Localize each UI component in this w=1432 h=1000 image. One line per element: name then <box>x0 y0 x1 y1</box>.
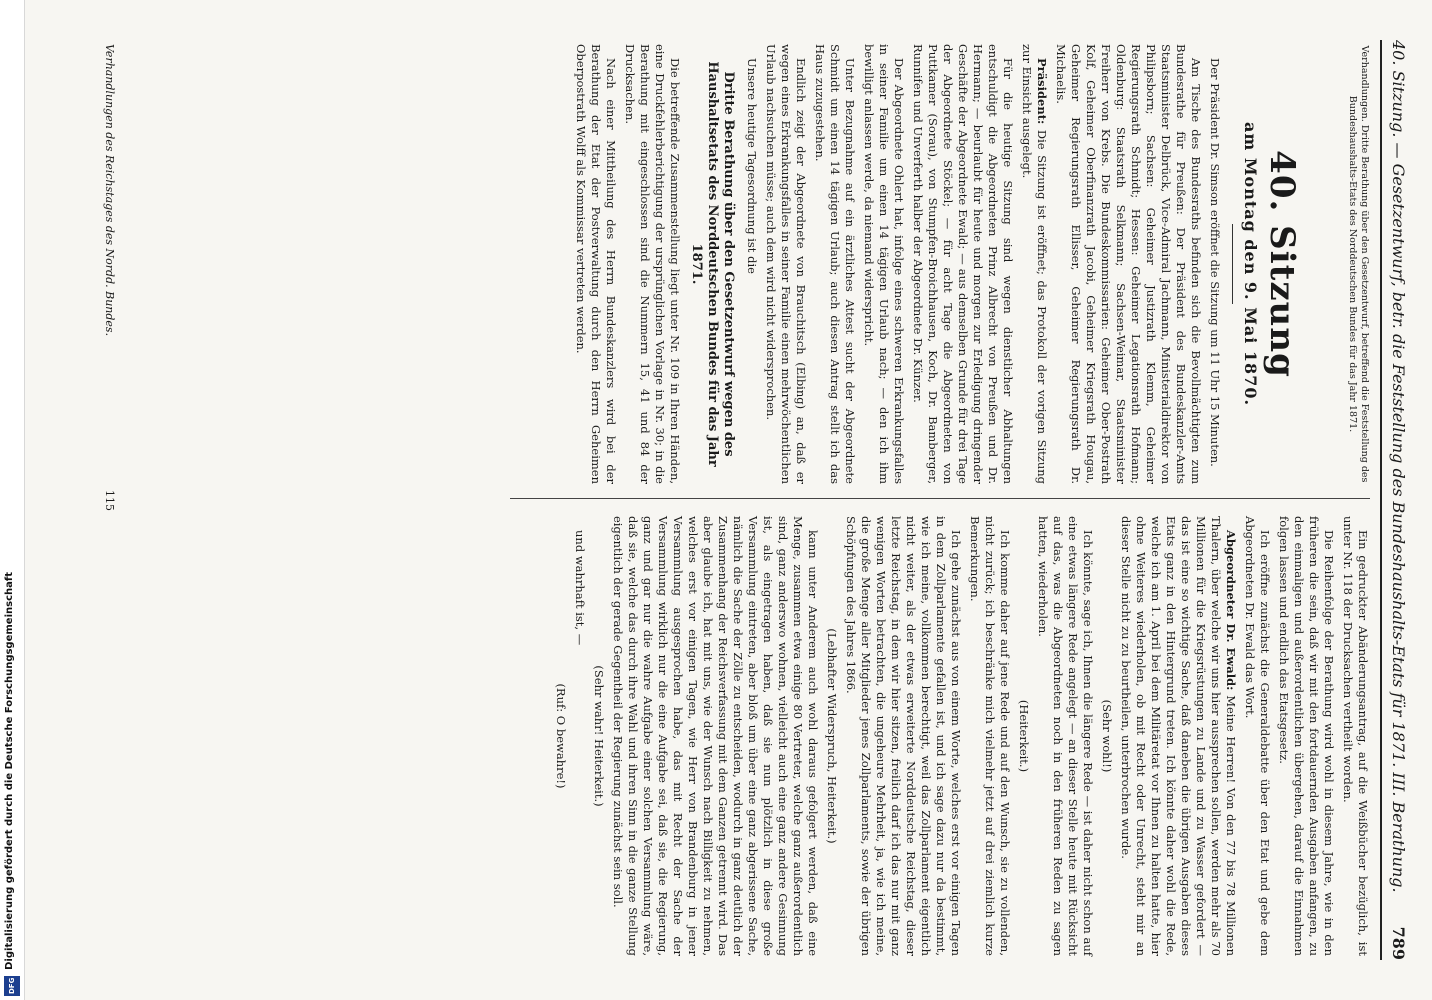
interjection: (Sehr wahr! Heiterkeit.) <box>592 665 606 807</box>
session-title: 40. Sitzung <box>1262 150 1302 378</box>
paragraph <box>1118 516 1238 956</box>
left-column <box>569 44 1370 484</box>
paragraph: Der Abgeordnete Ohlert hat, infolge eines schweren Erkrankungsfalles in seiner Familie um einen 14 tägigen Urlaub nach; — den ich ihm bewilligt anlassen werde, da niemand widerspricht. <box>862 44 906 484</box>
speech-text: Meine Herren! Von den 77 bis 78 Millionen Thalern, über welche wir uns hier aussprechen sollen, werden mehr als 70 Millionen für die Kriegsrüstungen zu Lande und zu Wasser gefordert — das ist eine so wichtige Sache, daß daneben die übrigen Ausgaben dieses Etats ganz in den Hintergrund treten. Ich könnte daher wohl die Rede, welche ich am 1. April bei dem Militäretat vor Ihnen zu halten hatte, hier ohne Weiteres wiederholen, ob mit Recht oder Unrecht, steht mir an dieser Stelle nicht zu zu beurtheilen, unterbrochen wurde. <box>1119 516 1238 956</box>
footer-note: Verhandlungen des Reichstages des Nordd. Bundes. <box>103 44 116 337</box>
page-number: 789 <box>1389 926 1408 960</box>
scanned-page-frame <box>40 0 1432 1000</box>
bracket-note: Verhandlungen. Dritte Berathung über den Gesetzentwurf, betreffend die Feststellung des Bundeshaushalts-Etats des Norddeutschen Bundes für das Jahr 1871. <box>1347 45 1370 483</box>
paragraph: Ein gedruckter Abänderungsantrag, auf die Weißbücher bezüglich, ist unter Nr. 118 der Drucksachen vertheilt worden. <box>1341 516 1370 956</box>
speaker-name: Präsident: <box>1035 58 1049 125</box>
paragraph: Unter Bezugnahme auf ein ärztliches Attest sucht der Abgeordnete Schmidt um einen 14 tägigen Urlaub; auch diesen Antrag stellt ich das Haus zuzugestehen. <box>813 44 857 484</box>
interjection: (Lebhafter Widerspruch, Heiterkeit.) <box>825 628 839 844</box>
column-divider <box>510 498 1370 499</box>
paragraph: Die betreffende Zusammenstellung liegt unter Nr. 109 in Ihren Händen, eine Druckfehlerberichtigung der ursprünglichen Vorlage in Nr. 30; in die Berathung mit eingeschlossen sind die Nummern 15, 41 und 84 der Drucksachen. <box>623 44 682 484</box>
scanned-page <box>56 20 1416 980</box>
running-header <box>1384 40 1408 960</box>
paragraph <box>1019 44 1049 484</box>
interjection: (Ruf: O bewahre!) <box>554 683 568 789</box>
paragraph: Die Reihenfolge der Berathung wird wohl in diesem Jahre, wie in den früheren die sein, daß wir mit den fortdauernden Ausgaben anfangen, zu den einmaligen und außerordentlichen übergehen, darauf die Einnahmen folgen lassen und endlich das Etatsgesetz. <box>1277 516 1336 956</box>
header-rule <box>1380 40 1382 960</box>
paragraph: Nach einer Mittheilung des Herrn Bundeskanzlers wird bei der Berathung der Etat der Postverwaltung durch den Herrn Geheimen Oberpostrath Wolff als Kommissar vertreten werden. <box>574 44 618 484</box>
paragraph: Ich könnte, sage ich, Ihnen die längere Rede — ist daher nicht schon auf eine etwas längere Rede angelegt — an dieser Stelle heute mit Rücksicht auf das, was die Abgeordneten noch in den früheren Reden zu sagen hatten, wiederholen. <box>1036 516 1095 956</box>
paragraph: Unsere heutige Tagesordnung ist die <box>745 58 759 274</box>
paragraph: und wahrhaft ist, — <box>573 530 587 646</box>
interjection: (Heiterkeit.) <box>1017 699 1031 773</box>
paragraph: Ich gehe zunächst aus von einem Worte, welches erst vor einigen Tagen in dem Zollparlamente gefallen ist, und ich sage dazu nur da bestimmt, wie ich meine, vollkommen berechtigt, weil das Zollparlament eigentlich nicht weiter, als der etwas erweiterte Norddeutsche Reichstag, dieser letzte Reichstag, in dem wir hier sitzen, freilich darf ich das nur mit ganz wenigen Worten betrachten, die ungeheure Mehrheit, ja, wie ich meine, die große Menge aller Mitglieder jenes Zollparlaments, sowie der übrigen Schöpfungen des Jahres 1866. <box>844 516 963 956</box>
paragraph: Der Präsident Dr. Simson eröffnet die Sitzung um 11 Uhr 15 Minuten. <box>1208 58 1222 467</box>
title-rule <box>1232 224 1233 304</box>
speech-text: Die Sitzung ist eröffnet; das Protokoll der vorigen Sitzung zur Einsicht ausgelegt. <box>1020 44 1049 485</box>
speaker-name: Abgeordneter Dr. Ewald: <box>1224 530 1238 691</box>
paragraph: kann unter Anderem auch wohl daraus gefolgert werden, daß eine Menge, zusammen etwa einige 80 Vertreter, welche ganz außerordentlich sind, ganz anderswo wohnen, vielleicht auch eine ganz andere Gesinnung ist, als eingetragen haben, daß sie nun plötzlich in diese große Versammlung eintreten, aber bloß um über eine ganz abgerissene Sache, nämlich die Sache der Zölle zu entscheiden, wodurch in ganz deutlich der Zusammenhang der Reichsverfassung mit dem Ganzen getrennt wird. Das aber glaube ich, hat mit uns, wie der Wunsch nach Billigkeit zu nehmen, welches erst vor einigen Tagen, wie Herr von Brandenburg in jener Versammlung ausgesprochen habe, das mit Recht der Sache der Versammlung wirklich nur die eine Aufgabe sei, daß sie, die Regierung, ganz und gar nur die wahre Aufgabe einer solchen Versammlung wäre, daß sie, welche das durch ihre Wahl und ihren Sinn in die ganze Stellung eigentlich der gerade Gegentheil der Regierung zunächst sein soll. <box>611 516 820 956</box>
paragraph: Für die heutige Sitzung sind wegen dienstlicher Abhaltungen entschuldigt die Abgeordneten Prinz Albrecht von Preußen und Dr. Hermann; — beurlaubt für heute und morgen zur Erledigung dringender Geschäfte der Abgeordnete Ewald; — aus demselben Grunde für drei Tage der Abgeordnete Stöckel; — für acht Tage die Abgeordneten von Puttkamer (Sorau), von Stumpfen-Broichhausen, Koch, Dr. Bamberger, Runnifen und Unverferth halber der Abgeordnete Dr. Künzer. <box>911 44 1015 484</box>
folio-number: 115 <box>103 490 116 511</box>
agenda-heading: Dritte Berathung über den Gesetzentwurf wegen des Haushaltsetats des Norddeutschen Bundes für das Jahr 1871. <box>689 61 736 467</box>
paragraph: Endlich zeigt der Abgeordnete von Brauchitsch (Elbing) an, daß er wegen eines Erkrankungsfalles in seiner Familie einen mehrwöchentlichen Urlaub nachsuchen müsse; auch dem wird nicht widersprochen. <box>764 44 808 484</box>
header-text: 40. Sitzung. — Gesetzentwurf, betr. die Feststellung des Bundeshaushalts-Etats für 1871. III. Berathung. <box>1389 40 1408 893</box>
digitization-strip <box>0 0 25 1000</box>
dfg-credit: Digitalisierung gefördert durch die Deutsche Forschungsgemeinschaft <box>4 572 15 970</box>
paragraph: Am Tische des Bundesraths befinden sich die Bevollmächtigten zum Bundesrathe für Preußen: Der Präsident des Bundeskanzler-Amts Staatsminister Delbrück, Vice-Admiral Jachmann, Ministerialdirektor von Philipsborn; Sachsen: Geheimer Justizrath Klemm, Geheimer Regierungsrath Schmidt; Hessen: Geheimer Legationsrath Hofmann; Oldenburg: Staatsrath Selkmann; Sachsen-Weimar, Staatsminister Freiherr von Krebs. Die Bundeskommissarien: Geheimer Ober-Postrath Kolf, Geheimer Oberfinanzrath Jacobi, Geheimer Kriegsrath Hougau, Geheimer Regierungsrath Ellisser, Geheimer Regierungsrath Dr. Michaelis. <box>1054 44 1203 484</box>
dfg-logo: DFG <box>4 976 20 996</box>
interjection: (Sehr wohl!) <box>1100 699 1114 773</box>
session-date: am Montag den 9. Mai 1870. <box>1241 121 1260 407</box>
paragraph: Ich eröffne zunächst die Generaldebatte über den Etat und gebe dem Abgeordneten Dr. Ewald das Wort. <box>1243 516 1272 956</box>
right-column <box>549 516 1370 956</box>
paragraph: Ich komme daher auf jene Rede und auf den Wunsch, sie zu vollenden, nicht zurück; ich beschränke mich vielmehr jetzt auf drei ziemlich kurze Bemerkungen. <box>968 516 1012 956</box>
